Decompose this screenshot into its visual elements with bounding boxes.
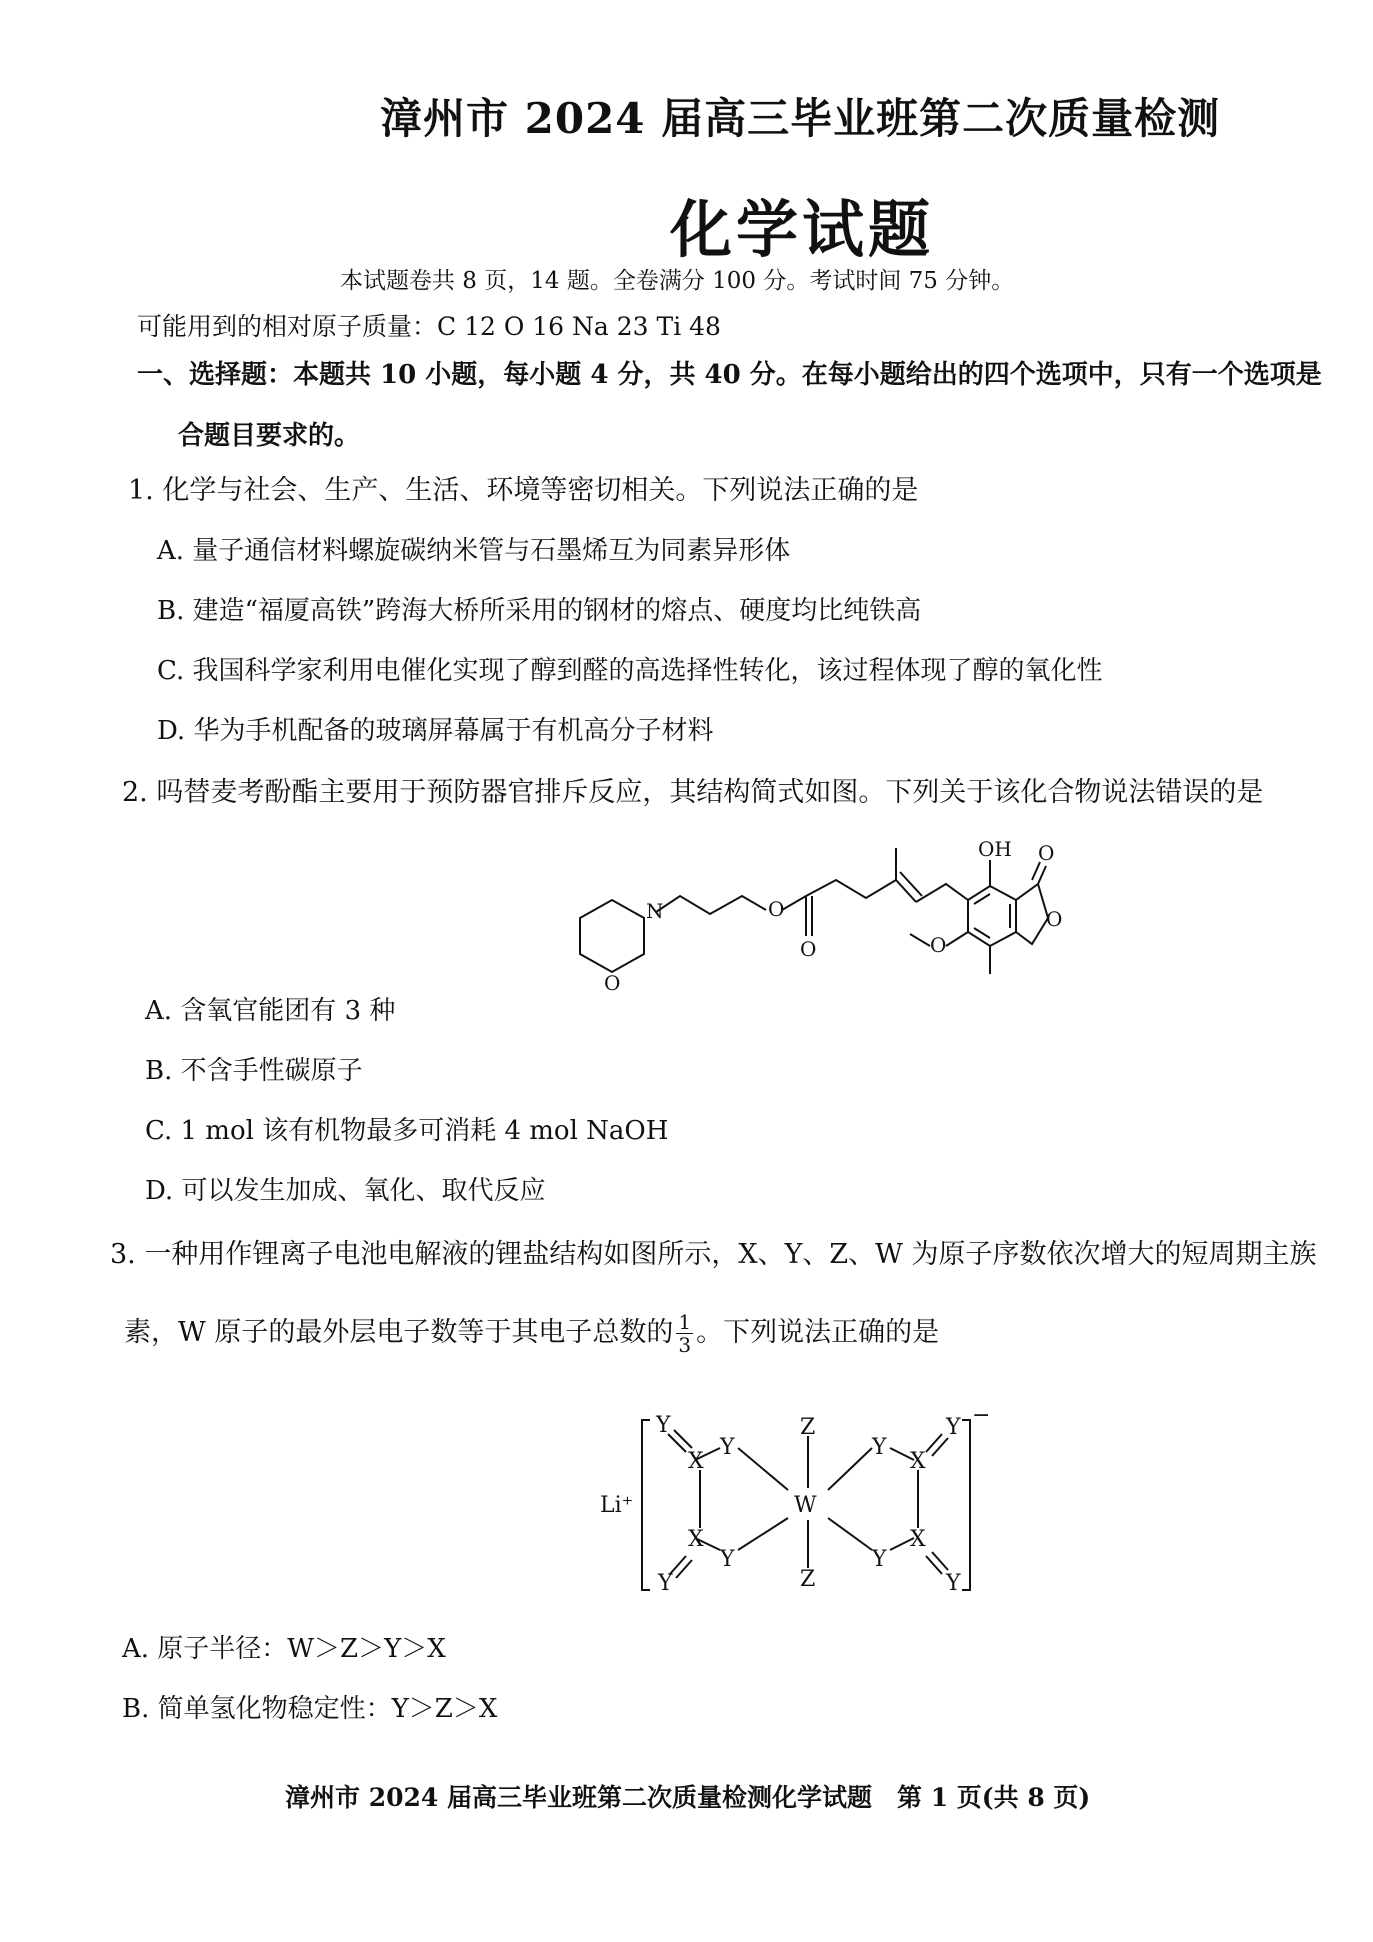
atom-x-label: X <box>688 1449 704 1474</box>
lithium-ion-label: Li⁺ <box>600 1493 634 1518</box>
carbonyl-oxygen-label: O <box>800 937 817 961</box>
question-3-stem: 3. 一种用作锂离子电池电解液的锂盐结构如图所示，X、Y、Z、W 为原子序数依次增大的短周期主族 <box>110 1239 1317 1270</box>
nitrogen-label: N <box>646 899 664 923</box>
atom-y-label: Y <box>872 1547 887 1572</box>
lactone-carbonyl-oxygen-label: O <box>1038 841 1055 865</box>
atom-x-label: X <box>910 1449 926 1474</box>
atom-x-label: X <box>910 1527 926 1552</box>
morpholine-oxygen-label: O <box>604 971 621 995</box>
fraction <box>676 1311 693 1356</box>
exam-info: 本试题卷共 8 页，14 题。全卷满分 100 分。考试时间 75 分钟。 <box>340 268 1015 294</box>
atom-y-label: Y <box>946 1571 961 1596</box>
section-heading-cont: 合题目要求的。 <box>178 421 361 451</box>
question-1-option-d: D. 华为手机配备的玻璃屏幕属于有机高分子材料 <box>157 716 714 746</box>
question-1-option-b: B. 建造“福厦高铁”跨海大桥所采用的钢材的熔点、硬度均比纯铁高 <box>157 596 922 626</box>
question-1-option-a: A. 量子通信材料螺旋碳纳米管与石墨烯互为同素异形体 <box>157 536 791 566</box>
fraction-numerator: 1 <box>678 1310 692 1334</box>
question-3-stem-cont <box>124 1310 939 1356</box>
atom-y-label: Y <box>656 1413 671 1438</box>
hydroxyl-label: OH <box>978 837 1012 861</box>
methoxy-oxygen-label: O <box>930 933 947 957</box>
atom-y-label: Y <box>720 1547 735 1572</box>
exam-header-title: 漳州市 2024 届高三毕业班第二次质量检测 <box>380 94 1221 143</box>
question-3-option-a: A. 原子半径：W＞Z＞Y＞X <box>122 1634 446 1664</box>
mycophenolate-structure-figure <box>560 830 1063 1030</box>
lithium-salt-structure-figure <box>600 1403 1000 1600</box>
question-3-stem-text: 素，W 原子的最外层电子数等于其电子总数的 <box>124 1317 674 1348</box>
ester-oxygen-label: O <box>768 897 785 921</box>
question-1-option-c: C. 我国科学家利用电催化实现了醇到醛的高选择性转化，该过程体现了醇的氧化性 <box>157 656 1103 686</box>
lactone-ring-oxygen-label: O <box>1046 907 1063 931</box>
question-1-stem: 1. 化学与社会、生产、生活、环境等密切相关。下列说法正确的是 <box>128 475 919 506</box>
atom-y-label: Y <box>872 1435 887 1460</box>
atom-y-label: Y <box>946 1415 961 1440</box>
question-2-option-d: D. 可以发生加成、氧化、取代反应 <box>145 1176 546 1206</box>
fraction-denominator: 3 <box>678 1333 692 1357</box>
question-2-option-b: B. 不含手性碳原子 <box>145 1056 363 1086</box>
negative-charge-label: − <box>972 1403 991 1428</box>
section-heading: 一、选择题：本题共 10 小题，每小题 4 分，共 40 分。在每小题给出的四个选项中，只有一个选项是 <box>137 360 1322 390</box>
question-3-stem-tail: 。下列说法正确的是 <box>696 1317 940 1348</box>
page-footer: 漳州市 2024 届高三毕业班第二次质量检测化学试题 第 1 页(共 8 页) <box>285 1783 1091 1812</box>
atom-z-label: Z <box>800 1567 816 1592</box>
atom-x-label: X <box>688 1527 704 1552</box>
atomic-masses: 可能用到的相对原子质量：C 12 O 16 Na 23 Ti 48 <box>137 312 721 341</box>
subject-title: 化学试题 <box>670 193 935 266</box>
atom-y-label: Y <box>658 1571 673 1596</box>
atom-w-label: W <box>794 1493 817 1518</box>
question-2-option-a: A. 含氧官能团有 3 种 <box>145 996 396 1026</box>
question-2-option-c: C. 1 mol 该有机物最多可消耗 4 mol NaOH <box>145 1116 669 1146</box>
question-2-stem: 2. 吗替麦考酚酯主要用于预防器官排斥反应，其结构简式如图。下列关于该化合物说法错误的是 <box>122 777 1264 808</box>
question-3-option-b: B. 简单氢化物稳定性：Y＞Z＞X <box>122 1694 498 1724</box>
atom-z-label: Z <box>800 1415 816 1440</box>
atom-y-label: Y <box>720 1435 735 1460</box>
